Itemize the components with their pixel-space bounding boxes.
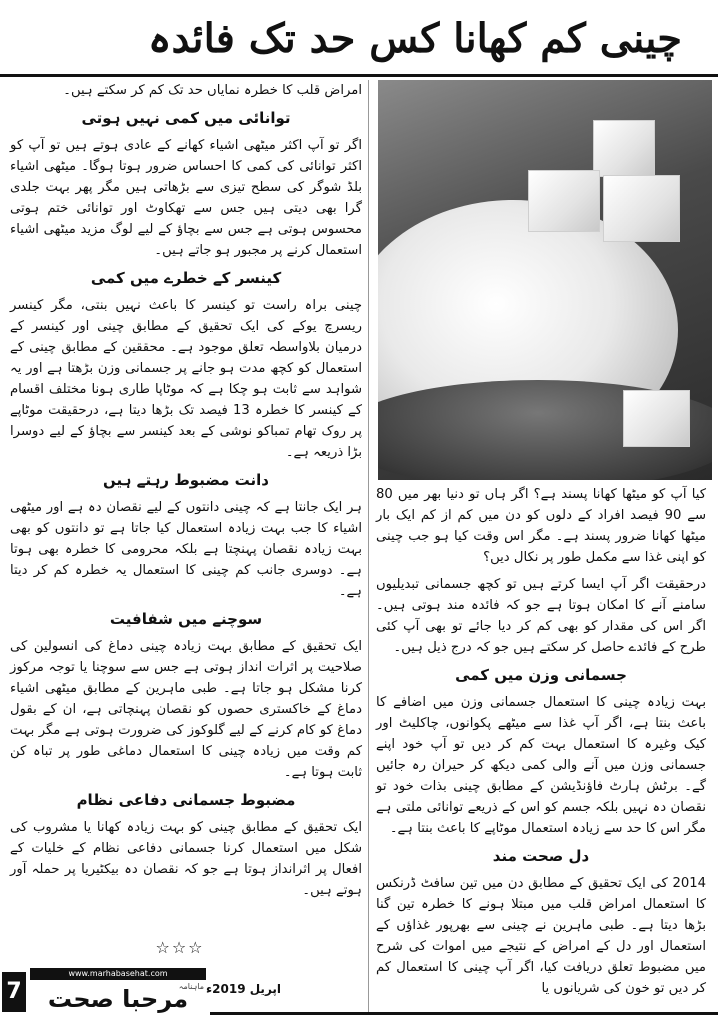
section-heading: کینسر کے خطرے میں کمی xyxy=(90,269,282,287)
section-end-stars: ☆☆☆ xyxy=(155,938,205,957)
section-heading: دانت مضبوط رہتے ہیں xyxy=(103,471,269,489)
column-divider xyxy=(368,80,369,1015)
section-heading: مضبوط جسمانی دفاعی نظام xyxy=(76,791,296,809)
section-heading: سوچنے میں شفافیت xyxy=(109,610,263,628)
sugar-cube xyxy=(593,120,655,177)
paragraph: کیا آپ کو میٹھا کھانا پسند ہے؟ اگر ہاں تو دنیا بھر میں 80 سے 90 فیصد افراد کے دلوں کو دن میں کم از کم ایک بار میٹھا کھانا ضرور پسند ہے۔ مگر اس وقت کیا ہو جب چینی کو اپنی غذا سے مکمل طور پر نکال دیں؟ xyxy=(376,487,707,565)
sugar-cube xyxy=(603,175,680,242)
left-column xyxy=(10,80,362,940)
sugar-photo xyxy=(378,80,712,480)
paragraph: ہر ایک جانتا ہے کہ چینی دانتوں کے لیے نقصان دہ ہے اور میٹھی اشیاء کا جب بہت زیادہ استعمال کیا جاتا ہے تو دانتوں کو بھی بہت زیادہ نقصان پہنچتا ہے بلکہ محرومی کا خطرہ بھی ہوتا ہے۔ دوسری جانب کم چینی کا استعمال یہ خطرہ کم کر دیتا ہے۔ xyxy=(10,500,362,599)
paragraph: امراض قلب کا خطرہ نمایاں حد تک کم کر سکتے ہیں۔ xyxy=(63,83,362,98)
paragraph: ایک تحقیق کے مطابق بہت زیادہ چینی دماغ کی انسولین کی صلاحیت پر اثرات انداز ہوتی ہے جس سے سوچنا یا توجہ مرکوز کرنا مشکل ہو جاتا ہے۔ طبی ماہرین کے مطابق میٹھی اشیاء دماغ کے خاکستری حصوں کو نقصان پہنچاتی ہے، ان کے بقول دماغ کو کام کرنے کے لیے گلوکوز کی ضرورت ہوتی ہے مگر بہت کم وقت میں زیادہ چینی کا استعمال دماغی طور پر تباہ کن ثابت ہوتا ہے۔ xyxy=(10,639,362,780)
section-heading: توانائی میں کمی نہیں ہوتی xyxy=(81,109,291,127)
paragraph: اگر تو آپ اکثر میٹھی اشیاء کھانے کے عادی ہوتے ہیں تو آپ کو اکثر توانائی کی کمی کا احساس ضرور ہوتا ہوگا۔ میٹھی اشیاء بلڈ شوگر کی سطح تیزی سے بڑھاتی ہیں مگر پھر بہت جلدی گرا بھی دیتی ہیں جس سے تھکاوٹ اور توانائی ختم ہوتی محسوس ہوتی ہے جس سے بچاؤ کے لیے لوگ مزید میٹھی اشیاء استعمال کرنے پر مجبور ہو جاتے ہیں۔ xyxy=(10,138,362,258)
issue-date: اپریل 2019ء xyxy=(206,982,282,996)
footer-rule xyxy=(210,1012,718,1015)
page-number: 7 xyxy=(2,972,26,1012)
article-title: چینی کم کھانا کس حد تک فائدہ xyxy=(148,15,682,62)
title-rule xyxy=(0,74,718,77)
paragraph: 2014 کی ایک تحقیق کے مطابق دن میں تین سافٹ ڈرنکس کا استعمال امراض قلب میں مبتلا ہونے کا خطرہ تین گنا بڑھا دیتا ہے۔ طبی ماہرین نے چینی سے بھرپور غذاؤں کے استعمال اور دل کے امراض کے نتیجے میں اموات کی شرح میں مضبوط تعلق دریافت کیا، اگر آپ چینی کا استعمال کم کر دیں تو خون کی شریانوں یا xyxy=(376,876,706,996)
paragraph: چینی براہ راست تو کینسر کا باعث نہیں بنتی، مگر کینسر ریسرچ یوکے کی ایک تحقیق کے مطابق چینی اور کینسر کے درمیان بلاواسطہ تعلق موجود ہے۔ محققین کے مطابق چینی کے استعمال کو کچھ مدت ہو جانے پر جسمانی وزن بڑھتا ہے اور یہ شواہد سے ثابت ہو چکا ہے کہ موٹاپا طاری ہونا مختلف اقسام کے کینسر کا خطرہ 13 فیصد تک بڑھا دیتا ہے، درحقیقت موٹاپے پر روک تھام تمباکو نوشی کے بعد کینسر سے بچاؤ کے لیے دوسرا بڑا ذریعہ ہے۔ xyxy=(10,298,362,460)
sugar-cube xyxy=(528,170,600,232)
right-column xyxy=(376,484,706,1024)
website-url: www.marhabasehat.com xyxy=(30,968,206,980)
section-heading: دل صحت مند xyxy=(492,847,590,865)
paragraph: درحقیقت اگر آپ ایسا کرتے ہیں تو کچھ جسمانی تبدیلیوں سامنے آنے کا امکان ہوتا ہے جو کہ فائدہ مند ہوتی ہیں۔ اگر اس کی مقدار کو بھی کم کر دیا جائے تو بھی آپ کئی طرح کے فائدے حاصل کر سکتے ہیں جو کہ درج ذیل ہیں۔ xyxy=(376,577,706,655)
paragraph: ایک تحقیق کے مطابق چینی کو بہت زیادہ کھانا یا مشروب کی شکل میں استعمال کرنا جسمانی دفاعی نظام کے خلیات کے افعال پر اثرانداز ہوتا ہے جو کہ نقصان دہ بیکٹیریا پر حملہ آور ہوتے ہیں۔ xyxy=(10,820,362,898)
sugar-cube xyxy=(623,390,690,447)
footer xyxy=(0,962,718,1019)
magazine-logo xyxy=(30,968,206,1016)
magazine-name: مرحبا صحت xyxy=(47,985,189,1013)
paragraph: بہت زیادہ چینی کا استعمال جسمانی وزن میں اضافے کا باعث بنتا ہے، اگر آپ غذا سے میٹھے پکوانوں، چاکلیٹ اور کیک وغیرہ کا استعمال بہت کم کر دیں تو آپ خود اپنے جسمانی وزن میں آنے والی کمی دیکھ کر حیران رہ جائیں گے۔ برٹش ہارٹ فاؤنڈیشن کے مطابق چینی بذات خود تو نقصان دہ نہیں بلکہ جسم کو اس کے ذریعے توانائی ملتی ہے مگر اس کا حد سے زیادہ استعمال موٹاپے کا باعث بنتا ہے۔ xyxy=(376,695,706,836)
magazine-tag: ماہنامہ xyxy=(178,982,204,991)
section-heading: جسمانی وزن میں کمی xyxy=(455,666,627,684)
